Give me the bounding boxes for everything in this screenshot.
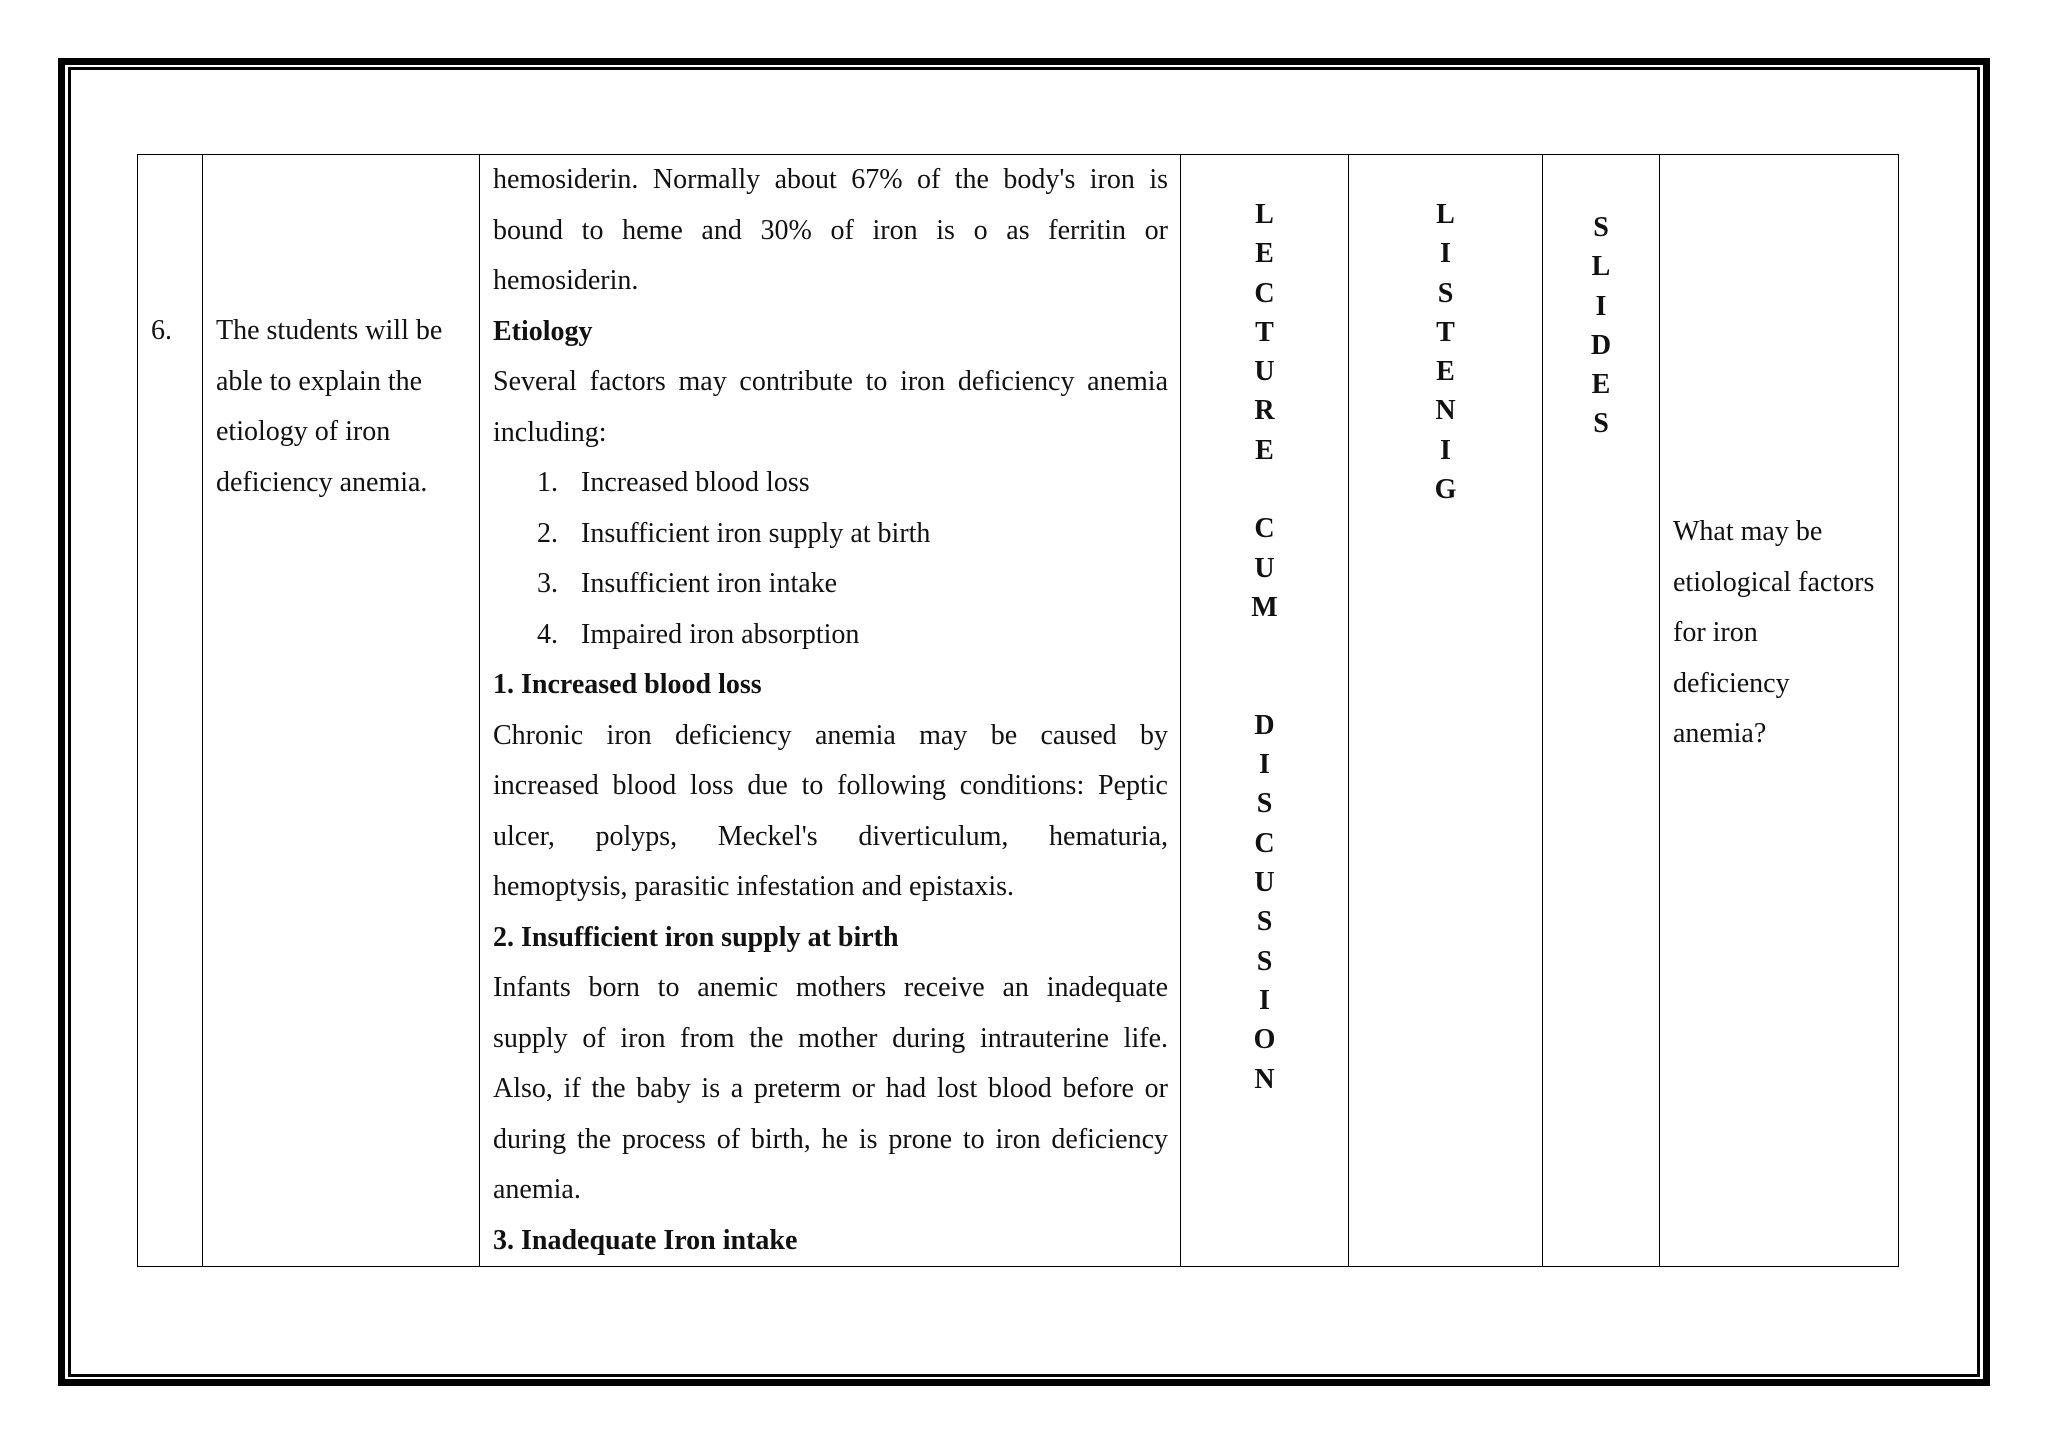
causes-list: [493, 458, 1168, 660]
teaching-method-letter: R: [1254, 395, 1275, 427]
content-line: Chronic iron deficiency anemia may be caused by: [493, 719, 1168, 751]
teaching-method-letter: T: [1255, 316, 1274, 348]
content-line: hemoptysis, parasitic infestation and epistaxis.: [493, 871, 1015, 902]
evaluation-cell: [1660, 155, 1899, 1267]
av-aid-vertical-text: [1543, 208, 1659, 444]
teaching-method-letter: C: [1254, 277, 1275, 309]
list-text: Impaired iron absorption: [581, 618, 860, 650]
teaching-method-letter: E: [1255, 434, 1274, 466]
list-number: 2.: [537, 517, 558, 549]
content-line: Several factors may contribute to iron deficiency anemia: [493, 366, 1168, 397]
learning-activity-letter: T: [1436, 316, 1455, 348]
objective-line: etiology of iron: [216, 416, 391, 447]
learning-activity-letter: L: [1436, 199, 1455, 230]
learning-activity-letter: N: [1435, 395, 1456, 427]
learning-activity-letter: E: [1436, 356, 1455, 388]
teaching-method-letter: U: [1254, 356, 1275, 388]
av-aid-letter: D: [1590, 329, 1612, 361]
content-line: increased blood loss due to following conditions: Peptic: [493, 770, 1168, 801]
teaching-method-letter: U: [1254, 552, 1275, 584]
list-item: [537, 458, 1168, 509]
evaluation-line: anemia?: [1673, 718, 1767, 749]
teaching-method-letter: C: [1254, 827, 1275, 859]
learning-activity-letter: G: [1434, 474, 1457, 506]
teaching-method-letter: [1181, 667, 1348, 706]
evaluation-line: What may be: [1673, 516, 1823, 547]
teaching-method-letter: S: [1256, 788, 1273, 820]
teaching-method-letter: S: [1256, 906, 1273, 938]
content-line: during the process of birth, he is prone to iron deficiency: [493, 1123, 1168, 1155]
teaching-method-letter: L: [1255, 199, 1274, 230]
teaching-method-letter: I: [1259, 984, 1270, 1016]
section-heading: 2. Insufficient iron supply at birth: [493, 921, 899, 953]
list-item: [537, 610, 1168, 661]
av-aid-letter: L: [1591, 251, 1611, 283]
content-line: Infants born to anemic mothers receive an inadequate: [493, 972, 1168, 1003]
learning-activity-letter: S: [1437, 277, 1454, 309]
teaching-method-letter: O: [1253, 1024, 1276, 1056]
content-cell: [480, 155, 1181, 1267]
teaching-method-letter: C: [1254, 513, 1275, 545]
learning-activity-letter: I: [1440, 434, 1451, 466]
teaching-method-letter: E: [1255, 238, 1274, 270]
learning-activity-vertical-text: [1349, 195, 1542, 509]
serial-number-cell: [138, 155, 203, 1267]
learning-activity-letter: I: [1440, 238, 1451, 270]
av-aid-letter: I: [1595, 290, 1607, 322]
etiology-heading: Etiology: [493, 315, 593, 347]
teaching-method-letter: U: [1254, 867, 1275, 899]
teaching-method-letter: M: [1251, 591, 1278, 623]
teaching-method-letter: S: [1256, 945, 1273, 977]
av-aid-letter: S: [1593, 408, 1609, 440]
table-row: [138, 155, 1899, 1267]
av-aid-letter: E: [1591, 369, 1611, 401]
evaluation-line: deficiency: [1673, 667, 1790, 699]
objective-cell: [203, 155, 480, 1267]
content-line: hemosiderin. Normally about 67% of the body's iron is: [493, 164, 1168, 195]
teaching-method-cell: [1181, 155, 1349, 1267]
content-line: Also, if the baby is a preterm or had lost blood before or: [493, 1073, 1168, 1104]
teaching-method-letter: [1181, 470, 1348, 509]
teaching-method-letter: [1181, 627, 1348, 666]
content-line: bound to heme and 30% of iron is o as ferritin or: [493, 214, 1168, 246]
content-line: supply of iron from the mother during intrauterine life.: [493, 1022, 1168, 1054]
list-number: 4.: [537, 618, 558, 650]
list-item: [537, 509, 1168, 560]
objective-line: The students will be: [216, 315, 443, 346]
objective-line: able to explain the: [216, 365, 423, 397]
list-text: Insufficient iron intake: [581, 568, 838, 599]
lesson-plan-table: [137, 154, 1899, 1267]
list-text: Insufficient iron supply at birth: [581, 517, 931, 549]
content-line: hemosiderin.: [493, 265, 639, 296]
list-item: [537, 559, 1168, 610]
list-text: Increased blood loss: [581, 467, 810, 498]
teaching-method-letter: D: [1254, 709, 1275, 741]
av-aid-letter: S: [1593, 212, 1609, 243]
av-aid-cell: [1543, 155, 1660, 1267]
list-number: 1.: [537, 467, 558, 498]
section-heading: 3. Inadequate Iron intake: [493, 1224, 798, 1256]
teaching-method-vertical-text: [1181, 195, 1348, 1099]
serial-number: 6.: [151, 315, 172, 346]
content-line: ulcer, polyps, Meckel's diverticulum, hematuria,: [493, 820, 1168, 852]
section-heading: 1. Increased blood loss: [493, 669, 762, 700]
content-line: anemia.: [493, 1174, 581, 1205]
evaluation-line: for iron: [1673, 617, 1758, 648]
objective-line: deficiency anemia.: [216, 466, 428, 498]
learning-activity-cell: [1349, 155, 1543, 1267]
content-line: including:: [493, 416, 607, 448]
teaching-method-letter: I: [1259, 749, 1270, 781]
evaluation-line: etiological factors: [1673, 566, 1875, 598]
list-number: 3.: [537, 568, 558, 599]
teaching-method-letter: N: [1254, 1063, 1275, 1095]
